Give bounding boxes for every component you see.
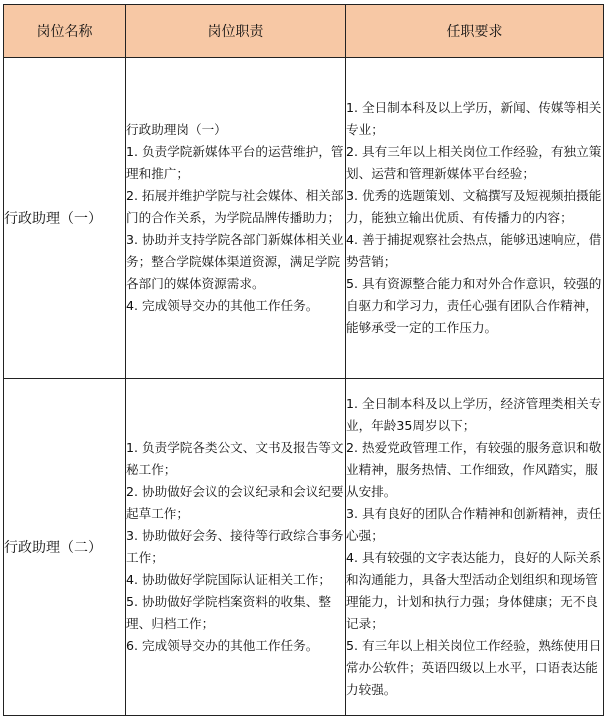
table-row: [4, 379, 604, 716]
responsibility-item: 2. 协助做好会议的会议纪录和会议纪要起草工作；: [126, 484, 344, 521]
requirement-item: 4. 具有较强的文字表达能力，良好的人际关系和沟通能力，具备大型活动企划组织和现场管理能力，计划和执行力强；身体健康；无不良记录；: [346, 550, 602, 631]
requirement-item: 1. 全日制本科及以上学历，经济管理类相关专业，年龄35周岁以下；: [346, 396, 602, 433]
responsibility-item: 2. 拓展并维护学院与社会媒体、相关部门的合作关系，为学院品牌传播助力；: [126, 188, 344, 225]
requirement-item: 5. 具有资源整合能力和对外合作意识，较强的自驱力和学习力，责任心强有团队合作精神，能够承受一定的工作压力。: [346, 276, 602, 335]
header-responsibilities: 岗位职责: [126, 5, 346, 58]
table-header-row: [4, 5, 604, 58]
requirement-item: 4. 善于捕捉观察社会热点，能够迅速响应，借势营销；: [346, 232, 602, 269]
table-row: [4, 58, 604, 379]
requirements-cell: [346, 379, 604, 716]
requirement-item: 1. 全日制本科及以上学历，新闻、传媒等相关专业；: [346, 100, 602, 137]
responsibility-item: 1. 负责学院各类公文、文书及报告等文秘工作；: [126, 440, 344, 477]
responsibilities-cell: [126, 379, 346, 716]
position-name: 行政助理（二）: [4, 379, 126, 716]
position-name: 行政助理（一）: [4, 58, 126, 379]
responsibilities-cell: [126, 58, 346, 379]
requirement-item: 2. 热爱党政管理工作，有较强的服务意识和敬业精神，服务热情、工作细致，作风踏实，服从安排。: [346, 440, 602, 499]
header-position-name: 岗位名称: [4, 5, 126, 58]
requirements-cell: [346, 58, 604, 379]
requirement-item: 3. 具有良好的团队合作精神和创新精神，责任心强；: [346, 506, 602, 543]
responsibility-item: 6. 完成领导交办的其他工作任务。: [126, 638, 319, 653]
responsibility-item: 5. 协助做好学院档案资料的收集、整理、归档工作；: [126, 594, 331, 631]
responsibility-item: 4. 完成领导交办的其他工作任务。: [126, 298, 319, 313]
header-requirements: 任职要求: [346, 5, 604, 58]
responsibility-item: 3. 协助并支持学院各部门新媒体相关业务；整合学院媒体渠道资源，满足学院各部门的媒体资源需求。: [126, 232, 344, 291]
requirement-item: 2. 具有三年以上相关岗位工作经验，有独立策划、运营和管理新媒体平台经验；: [346, 144, 602, 181]
responsibility-item: 行政助理岗（一）: [126, 122, 227, 137]
job-requirements-table: [3, 4, 604, 716]
responsibility-item: 3. 协助做好会务、接待等行政综合事务工作；: [126, 528, 344, 565]
responsibility-item: 1. 负责学院新媒体平台的运营维护，管理和推广；: [126, 144, 344, 181]
requirement-item: 5. 有三年以上相关岗位工作经验，熟练使用日常办公软件；英语四级以上水平，口语表达能力较强。: [346, 638, 602, 697]
requirement-item: 3. 优秀的选题策划、文稿撰写及短视频拍摄能力，能独立输出优质、有传播力的内容；: [346, 188, 602, 225]
responsibility-item: 4. 协助做好学院国际认证相关工作；: [126, 572, 331, 587]
